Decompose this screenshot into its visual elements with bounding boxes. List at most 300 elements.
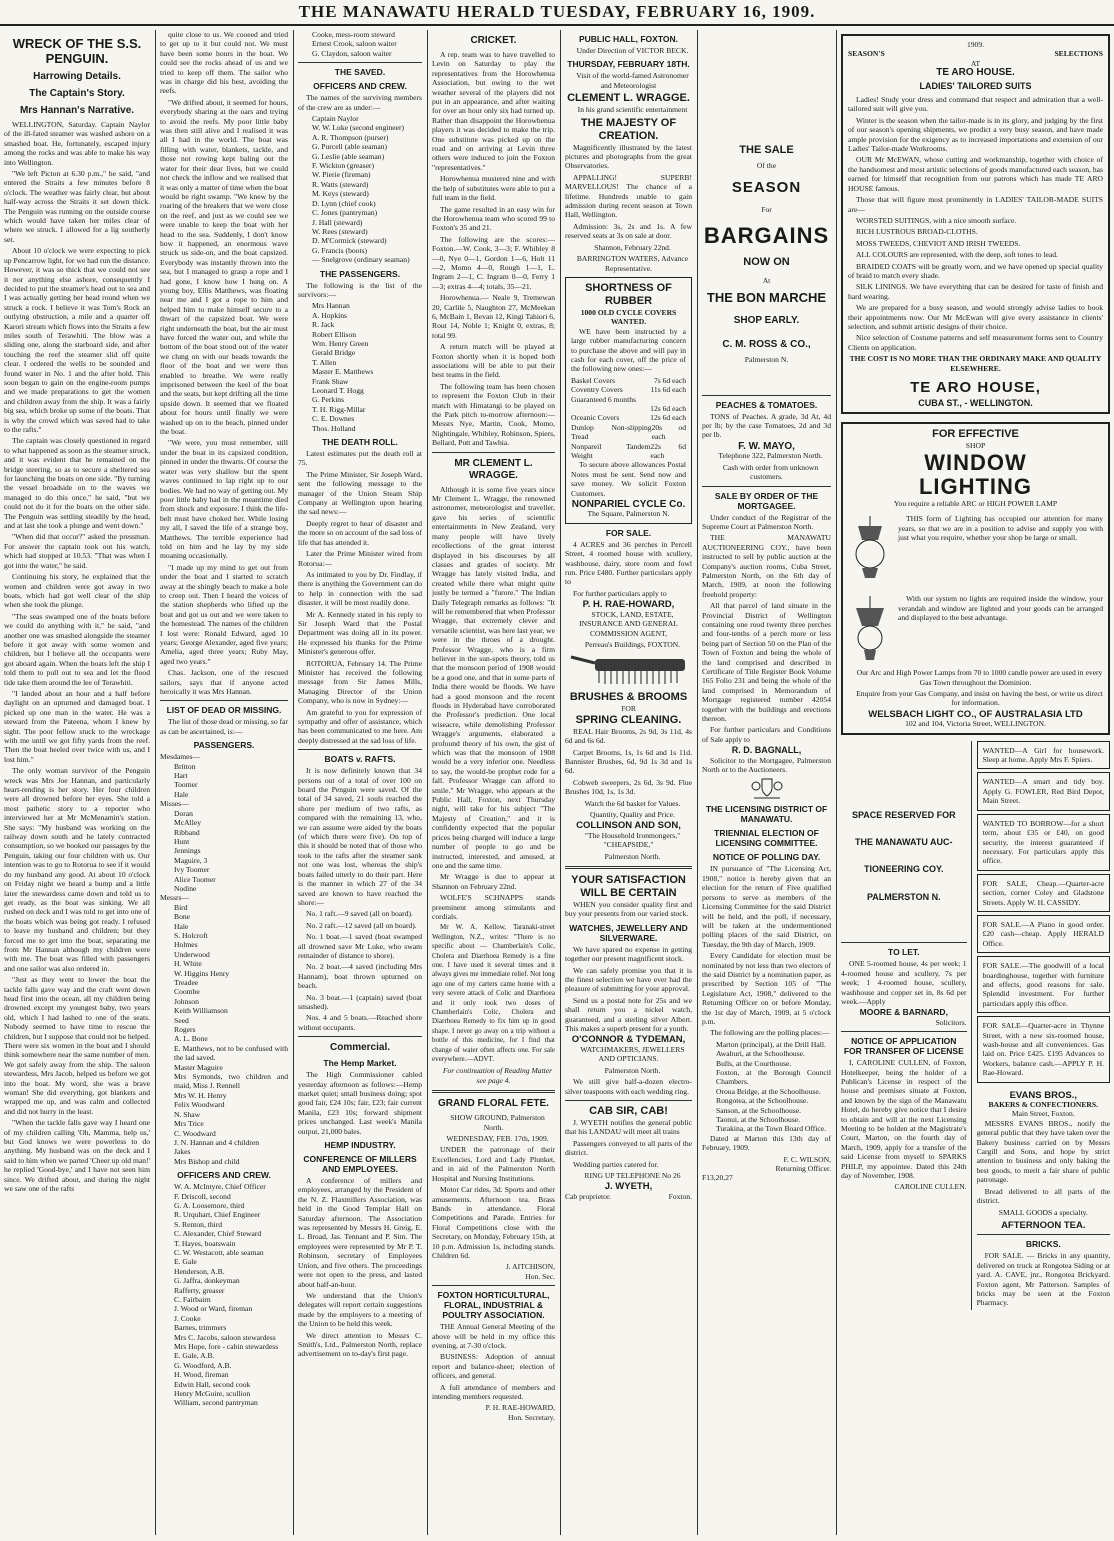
paragraph: Nice selection of Costume patterns and self measurement forms sent to Country Clients on application. [848, 333, 1103, 352]
list-item: Treadee [174, 978, 199, 987]
paragraph: RICH LUSTROUS BROAD-CLOTHS. [856, 227, 978, 237]
list-item: Jennings [174, 846, 201, 856]
divider [977, 1234, 1110, 1235]
list-item: W. Higgins Henry [174, 968, 230, 978]
list-item: G. Perkins [312, 395, 345, 405]
signature-title: Solicitors. [935, 1017, 967, 1027]
name-list [160, 809, 288, 894]
paragraph: About 10 o'clock we were expecting to pick up Pencarrow light, for we had run the distance. However, it was so thick that we could not see it nor anything else ashore, consequently I decided to put the steamer's head out to sea and I was actually getting her head round when we struck a rock. I believe it was Tom's Rock an outlying obstruction, a mile and a quarter off Karori stream which flows into the Straits a few miles south of Terawhiti. The blow was a sliding one, along the starboard side, and after touching the reef the steamer slid off quite clear. I ordered the wells to be sounded and found water in No. 1 and the after hold. This soon began to gain on the engine-room pumps and we made preparations to get the women and children away from the ship. It was a fairly big sea, which broke up some of the boats. That is why the crowd which was saved had to take to the rafts." [4, 246, 150, 434]
section-heading: NOTICE OF POLLING DAY. [712, 852, 821, 863]
paragraph: Continuing his story, he explained that the women and children were got away in two boats, which had got well clear of the ship when she took the plunge. [4, 572, 150, 610]
paragraph: Deeply regret to hear of disaster and the more so on account of the sad loss of life that has attended it. [298, 518, 422, 547]
right-subcolumn [972, 741, 1110, 1310]
te-aro-ad [841, 34, 1110, 414]
paragraph: "We drifted about, it seemed for hours, everybody sharing at the oars and trying to avoid the reefs. My poor little baby was then still alive and I realised it was all I had in the world. The boat was filling with water, blankets, tackle, and those not rowing kept baling out the water for their dear lives, but we could not check the inflow and we realised that it was only a matter of time when the boat would be right swamp. "We knew by the roaring of the breakers that we were close on the reef, and just as we could see we were unable to keep the boat with her head to the sea. Suddenly, I don't know how it happened, an enormous wave struck us side-on, and the boat capsized. Everybody was instantly thrown into the sea, but I managed to grasp a rope and I had gone, I know how I hung on. A young boy, Ellis Matthews, was floating near me and I got a rope to him and helped him to make himself secure to a thwart of the capsized boat. We were right underneath the boat, but the air must have forced the water out, and while the bottom of the boat stood out of the water we clung on with our heads towards the floor of the boat and we were thus enabled to breathe. We were really imprisoned between the keel of the boat and the seats, but kept drifting all the time upside down. It seemed that we floated about for hours until finally we were washed up on to the beach, pinned under the boat. [160, 97, 288, 437]
list-item: G. Leslie (able seaman) [312, 151, 385, 161]
sale-line: Of the [756, 161, 777, 171]
list-item: D. Lynn (chief cook) [312, 198, 376, 208]
list-item: Taonui, at the Schoolhouse. [716, 1115, 801, 1125]
classified-ad: FOR SALE.—A Piano in good order. £20 cash—cheap. Apply HERALD Office. [977, 915, 1110, 953]
column-rule [836, 30, 837, 1535]
ad-heading: SPRING CLEANING. [575, 713, 682, 726]
paragraph: "Just as they went to lower the boat the tackle falls gave way and the craft went down head first into the ocean, all my children being drowned except my youngest baby, two years old, which I had lashed to one of the seats. Nobody seemed to have time to rescue the children, but I suppose that could not be helped. There were six women in the boat and I should think somewhere near the same number of men. We got safely away from the ship. The saloon stewardess, Mrs Jacob, helped us before we got into the boat. My word, she was a brave woman! She did everything, got blankets and wrapped me up, and was calm and collected and did not hurry in the least. [4, 975, 150, 1116]
paragraph: The only woman survivor of the Penguin wreck was Mrs Joe Hannan, and particularly heart-rending is her story. Her four children were all drowned before her eyes. She told a most pathetic story to a reporter who interviewed her at Mr McMenamin's station. She says: "My husband was working on the railway down south and he lately contracted consumption, so we booked our passages by the Penguin, taking our four children with us. Our intention was to go to Rotorua to see if it would do my husband any good. At about 10 o'clock on Friday night we heard a bump and a little later the stewardess came down and told us to get ready, as the boat was sinking. We all rushed on deck and I was told to get into one of the boats which was being got ready. I refused to leave my husband and children; but they forced me to get into the boat, separating me from Mr Hannan although my children were with me. The boat was filled with passengers and one sailor was also ordered in. [4, 766, 150, 973]
paragraph: "We were, you must remember, still under the boat in its capsized condition, pinned in under the thwarts. Of course the water was very shallow but the spent waves continued to lap right up to our bodies. We had no way of getting out. My poor little baby had in the meantime died from shock and exposure. I think the life-belt must have choked her. While losing my all, I saved the life of a strange boy, Matthews. The terrible experience had told on him and he lay by my side moaning occasionally. [160, 438, 288, 561]
paragraph: UNDER the patronage of their Excellencies, Lord and Lady Plunket, and in aid of the Palmerston North Hospital and Nursing Institutions. [432, 1145, 555, 1183]
paragraph: WHEN you consider quality first and buy your presents from our varied stock. [565, 900, 692, 919]
classified-ad: FOR SALE, Cheap.—Quarter-acre section, corner Coley and Gladstone Streets. Apply W. H. CASSIDY. [977, 874, 1110, 912]
signature-title: Hon. Secretary. [508, 1412, 555, 1422]
column-rule [293, 30, 294, 1535]
section-heading: SALE BY ORDER OF THE MORTGAGEE. [714, 490, 819, 511]
list-item: Sanson, at the Schoolhouse. [716, 1105, 801, 1115]
list-item: C. Alexander, Chief Steward [174, 1229, 262, 1239]
divider [841, 942, 967, 943]
name-list [160, 903, 288, 1166]
list-item: Ivy Toomer [174, 865, 210, 875]
paragraph: For further particulars and Conditions of Sale apply to [702, 725, 831, 744]
paragraph: No. 2 raft.—12 saved (all on board). [306, 920, 417, 930]
paragraph: Ladies! Study your dress and command that respect and admiration that a well-tailored suit will give you. [848, 95, 1103, 114]
paragraph: With our system no lights are required inside the window, your verandah and window are lighted and your goods can be arranged and displayed to the best advantage. [898, 594, 1103, 623]
paragraph: We are prepared for a busy season, and would strongly advise ladies to book their appointments now. Our Mr McEwan will give every assistance in clients' selection, and submit artistic designs of their choice. [848, 303, 1103, 331]
sale-line: THE SALE [739, 144, 794, 156]
sale-line: NOW ON [743, 256, 790, 269]
paragraph: Palmerston North. [604, 851, 661, 861]
paragraph: Quantity, Quality and Price. [590, 809, 675, 819]
list-item: Hale [174, 921, 189, 931]
list-item: Mrs W. H. Henry [174, 1090, 227, 1100]
list-item: Wm. Henry Green [312, 338, 369, 348]
continuation-note: For continuation of Reading Matter see page 4. [442, 1066, 553, 1085]
paragraph: For further particulars apply to [573, 588, 667, 598]
paragraph: No. 1 raft.—9 saved (all on board). [306, 909, 413, 919]
list-item: Henderson, A.B. [174, 1266, 225, 1276]
paragraph: Shannon, February 22nd. [594, 242, 671, 252]
paragraph: Chas. Jackson, one of the rescued sailors, says that if anyone acted heroically it was Mrs Hannan. [160, 668, 288, 697]
list-item: T. Allen [312, 357, 337, 367]
classified-ad: FOR SALE—Quarter-acre in Thynne Street, with a new six-roomed house, wash-house and all conveniences. Gas laid on. Price £425. £195 Advances to Workers, balance cash.—APPLY P. H. Rae-Howard. [977, 1016, 1110, 1082]
store-address: CUBA ST., - WELLINGTON. [918, 398, 1033, 408]
ad-line: THE COST IS NO MORE THAN THE ORDINARY MAKE AND QUALITY ELSEWHERE. [849, 354, 1102, 373]
paragraph: Latest estimates put the death roll at 75. [298, 449, 422, 468]
list-item: T. H. Rigg-Millar [312, 404, 366, 414]
company-name: R. D. BAGNALL, [731, 745, 802, 756]
classified-ad: WANTED—A smart and tidy boy. Apply G. FOWLER, Red Bird Depot, Main Street. [977, 772, 1110, 810]
arc-lamp-icon [848, 516, 892, 586]
price-item: Dunlop Non-slipping Tread [571, 422, 652, 442]
paragraph: A return match will be played at Foxton shortly when it is hoped both associations will be able to put their best teams in the field. [432, 342, 555, 380]
list-item: Hart [174, 771, 188, 781]
list-item: Cooke, mess-room steward [312, 30, 395, 39]
name-list [298, 114, 422, 265]
company-name: NONPARIEL CYCLE Co. [571, 499, 686, 511]
sale-line: At [762, 275, 771, 285]
list-item: Oroua Bridge, at the Schoolhouse. [716, 1086, 821, 1096]
list-item: E. Gale [174, 1257, 197, 1267]
paragraph: We have spared no expense in getting together our present magnificent stock. [565, 944, 692, 964]
list-item: W. A. McIntyre, Chief Officer [174, 1182, 266, 1192]
price-row [571, 423, 686, 442]
paragraph: The game resulted in an easy win for the Horowhenua team who scored 99 to Foxton's 35 and 21. [432, 204, 555, 233]
list-item: Maguire, 3 [174, 855, 208, 865]
list-item: Robert Ellison [312, 329, 357, 339]
paragraph: The High Commissioner cabled yesterday afternoon as follows:—Hemp market quiet; small business doing; spot good fair, £24 10s; fair, £23; fair current Manila, £23 10s; forward shipment prices unchanged. Last week's Manila output, 21,000 bales. [298, 1070, 422, 1136]
paragraph: THE Annual General Meeting of the above will be held in my office this evening, at 7-30 o'clock. [432, 1322, 555, 1350]
paragraph: WELLINGTON, Saturday. Captain Naylor of the ill-fated steamer was washed ashore on a smashed boat. He, fortunately, escaped injury among the rocks and was able to make his way into Wellington. [4, 120, 150, 167]
list-item: D. M'Cormick (steward) [312, 236, 387, 246]
list-item: Hunt [174, 836, 190, 846]
list-item: Thos. Holland [312, 423, 356, 433]
list-item: Mrs C. Jacobs, saloon stewardess [174, 1332, 276, 1342]
paragraph: Our Arc and High Power Lamps from 70 to 1000 candle power are used in every Gas Town throughout the Dominion. [856, 668, 1103, 687]
paragraph: ROTORUA, February 14. The Prime Minister has received the following message from Sir James Mills, Managing Director of the Union Company, who is now in Sydney:— [298, 658, 422, 706]
divider [702, 395, 831, 396]
column-rule [155, 30, 156, 1535]
paragraph: A conference of millers and employees, arranged by the President of the N. Z. Flaxmillers Association, was held in the Good Templar Hall on Saturday afternoon. The Association was represented by Messrs H. Greig, E. L. Broad, Jas. Tennant and P. Sim. The employees were represented by Mr P. T. Robinson, secretary of Employees Union, and five others. The proceedings were not open to the press, and lasted about half-an-hour. [298, 1176, 422, 1289]
paragraph: ONE 5-roomed house, 4s per week; 1 4-roomed house and scullery, 7s per week; 1 4-roomed house, scullery, washhouse and copper set in, 8s 6d per week.—Apply [841, 959, 967, 1006]
high-power-lamp-icon [848, 596, 892, 666]
ad-line-row [848, 49, 1103, 58]
paragraph: "I landed about an hour and a half before daylight on an upturned and damaged boat. I picked up one man in the water. He was a steward from the Pateena, whom I knew by sight. The poor fellow stuck to the wreckage with me until we got fifty yards from the reef. Then the boat heeled over twice with us, and I lost him." [4, 688, 150, 764]
classified-ad: WANTED TO BORROW—for a short term, about £35 or £40, on good security, the interest guaranteed if necessary. For particulars apply this office. [977, 814, 1110, 871]
price-item: Coventry Covers [571, 385, 623, 395]
paragraph: Horowhenua mustered nine and with the help of substitutes were able to put a full team in the field. [432, 174, 555, 203]
list-item: J. Cooke [174, 1313, 201, 1323]
list-item: G. Claydon, saloon waiter [312, 48, 392, 58]
ad-line: AFTERNOON TEA. [1001, 1219, 1086, 1231]
reserved-line: TIONEERING COY. [864, 864, 944, 875]
list-item: Bird [174, 902, 188, 912]
section-heading: FOXTON HORTICULTURAL, FLORAL, INDUSTRIAL & POULTRY ASSOCIATION. [437, 1290, 550, 1321]
paragraph: In his grand scientific entertainment [577, 105, 688, 115]
signature: F. C. WILSON, [783, 1154, 831, 1164]
list-item: E. Matthews, not to be confused with the lad saved. [174, 1043, 288, 1063]
paragraph: The list of those dead or missing, so far as can be ascertained, is:— [160, 717, 288, 736]
paragraph: Perreau's Buildings, FOXTON. [584, 639, 681, 649]
column-7 [841, 30, 1110, 1535]
rubber-ad [565, 277, 692, 524]
ad-code: F13,20,27 [702, 1173, 733, 1183]
list-item: Britton [174, 761, 196, 771]
divider [298, 62, 422, 63]
list-item: G. Jaffra, donkeyman [174, 1276, 240, 1286]
list-item: Master Maguire [174, 1062, 223, 1072]
list-item: Hale [174, 789, 189, 799]
list-item: William, second pantryman [174, 1398, 258, 1408]
list-item: Barnes, trimmers [174, 1323, 227, 1333]
paragraph: Am grateful to you for expression of sympathy and offer of assistance, which has been communicated to me here. Am deeply distressed at the sad loss of life. [298, 707, 422, 745]
coat-of-arms-icon [750, 776, 784, 800]
ad-line: LIGHTING [918, 473, 1033, 499]
paragraph: ALL COLOURS are represented, with the deep, soft tones to lead. [856, 250, 1058, 260]
paragraph: Every Candidate for election must be nominated by not less than two electors of the said District by a nomination paper, as prescribed by Section 105 of "The Legislature Act, 1908," delivered to the Returning Officer on or before Monday, the 1st day of March, 1909, at 5 o'clock p.m. [702, 951, 831, 1026]
section-heading: MR CLEMENT L. WRAGGE. [454, 457, 533, 481]
paragraph: WOLFE'S SCHNAPPS stands preeminent among stimulants and cordials. [432, 893, 555, 921]
list-item: W. Rees (steward) [312, 226, 368, 236]
ad-line: WINDOW [924, 449, 1027, 475]
column-rule [697, 30, 698, 1535]
list-item: C. E. Downes [312, 414, 355, 424]
paragraph: The Prime Minister, Sir Joseph Ward, sent the following message to the manager of the Union Steam Ship Company at Wellington upon hearing the sad news:— [298, 469, 422, 517]
classified-ad: FOR SALE.—The goodwill of a local boardinghouse, together with furniture and effects, good reasons for sale. Splendid investment. For further particulars apply this office. [977, 956, 1110, 1013]
company-name: F. W. MAYO, [738, 440, 795, 452]
paragraph: IN pursuance of "The Licensing Act, 1908," notice is hereby given that an election for the return of Five qualified persons to serve as members of the Licensing Committee for the said District will be held, and the poll, if necessary, will be taken at the undermentioned polling places of the said District, on Tuesday, the 9th day of March, 1909. [702, 864, 831, 949]
section-heading: NOTICE OF APPLICATION FOR TRANSFER OF LICENSE [843, 1036, 964, 1057]
agent-name: P. H. RAE-HOWARD, [582, 599, 675, 611]
section-heading: BRICKS. [1025, 1239, 1061, 1250]
signature: CAROLINE CULLEN. [894, 1182, 967, 1192]
paragraph: "The Household Ironmongers," "CHEAPSIDE," [584, 830, 681, 850]
list-item: Frank Shaw [312, 376, 349, 386]
column-rule [427, 30, 428, 1535]
list-item: A. R. Thompson (purser) [312, 132, 389, 142]
ad-line: 1909. [966, 40, 985, 49]
paragraph: WEDNESDAY, FEB. 17th, 1909. [446, 1134, 549, 1144]
company-name: EVANS BROS., [1009, 1089, 1077, 1101]
polling-places [702, 1040, 831, 1134]
price-value: 22s 6d each [650, 441, 686, 460]
list-item: F. Wickton (greaser) [312, 161, 374, 171]
paragraph: BUSINESS: Adoption of annual report and balance-sheet; election of officers, and general. [432, 1352, 555, 1381]
sale-line: Palmerston N. [744, 355, 789, 365]
list-item: Master E. Matthews [312, 367, 374, 377]
price-value: 11s 6d each [650, 385, 686, 395]
ad-heading: SHORTNESS OF RUBBER [585, 281, 672, 307]
paragraph: The captain was closely questioned in regard to what happened as soon as the steamer struck, and it was evident that he remained on the bridge steering, so as to secure a sheltered sea for launching the boats on one side. "By turning the vessel broadside on to the waves we managed to do this once," he said, "but we could not do it for the boats on the other side. The Penguin was settling steadily by the head, and at last she took a plunge and went down." [4, 436, 150, 531]
list-item: C. Jones (pantryman) [312, 208, 378, 218]
divider [565, 866, 692, 869]
list-item: R. Watts (steward) [312, 179, 369, 189]
list-item: G. A. Loosemore, third [174, 1200, 245, 1210]
paragraph: "The seas swamped one of the boats before we could do anything with it," he said, "and another one was smashed alongside the steamer before it got away with some women and children, but I believe all the occupants were got aboard again. When the boats left the ship I told them to pull out to sea and let the flood tide take them around the lee of Terawhiti. [4, 611, 150, 687]
section-heading: THE SAVED. [334, 67, 386, 78]
paragraph: The names of the surviving members of the crew are as under:— [298, 93, 422, 112]
section-heading: WATCHES, JEWELLERY AND SILVERWARE. [569, 922, 688, 943]
list-item: Ernest Crook, saloon waiter [312, 39, 397, 49]
paragraph: The following are the scores:— Foxton.—W. Cook, 3—3; F. Whibley 8—0, Nye 0—1, Gordon 1—6, Holt 11—2, Momo 4—0, Rough 1—1, L. Ingram 2—1, C. Ingram 0—0, Ferry 1—3; extras 4—4; totals, 35—21. [432, 234, 555, 291]
ad-line: AT [970, 58, 981, 68]
list-item: W. W. Luke (second engineer) [312, 123, 405, 133]
paragraph: Mr Wragge is due to appear at Shannon on February 22nd. [432, 872, 555, 891]
price-item: Oceanic Covers [571, 413, 620, 423]
divider [565, 1100, 692, 1101]
store-name: THE BON MARCHE [706, 290, 827, 306]
ad-heading: CAB SIR, CAB! [589, 1104, 668, 1117]
company-name: O'CONNOR & TYDEMAN, [571, 1034, 686, 1046]
column-5 [565, 30, 692, 1535]
sale-line: For [761, 204, 772, 214]
section-heading: THE DEATH ROLL. [322, 437, 398, 448]
ad-line: SEASON'S [848, 49, 885, 59]
list-item: C. W. Westacott, able seaman [174, 1247, 264, 1257]
ad-line: SELECTIONS [1054, 49, 1103, 59]
fete-heading: GRAND FLORAL FETE. [438, 1098, 549, 1110]
list-item: Alice Toomer [174, 874, 216, 884]
sale-line: SHOP EARLY. [733, 315, 800, 327]
paragraph: Cobweb sweepers, 2s 6d, 3s 9d. Flue Brushes 10d, 1s, 1s 3d. [565, 777, 692, 797]
list-item: Seed [174, 1015, 189, 1025]
paragraph: Passengers conveyed to all parts of the district. [565, 1138, 692, 1158]
list-item: A. Hopkins [312, 310, 348, 320]
headline-wreck: WRECK OF THE S.S. PENGUIN. [12, 36, 142, 66]
list-item: Bulls, at the Courthouse. [716, 1058, 792, 1068]
company-name: C. M. ROSS & CO., [722, 338, 811, 350]
list-label: Mesdames— [160, 752, 201, 762]
list-item: Mrs Trice [174, 1119, 204, 1129]
ad-heading: YOUR SATISFACTION WILL BE CERTAIN [571, 874, 686, 899]
paragraph: All that parcel of land situate in the Provincial District of Wellington containing one rood twenty three perches and four-tenths of a perch more or less being part of Section 50 on the Plan of the Town of Foxton and being the whole of the land comprised and described in Certificate of Title Register Book Volume 165 Folio 231 and being the whole of the land comprised in Memorandum of Mortgage registered number 42054 together with the buildings and erections thereon. [702, 601, 831, 724]
list-item: W. Pierie (fireman) [312, 170, 371, 180]
paragraph: The following are the polling places:— [710, 1028, 830, 1038]
price-item: Guaranteed 6 months [571, 394, 636, 404]
ad-line: FOR EFFECTIVE [932, 428, 1019, 441]
company-name: J. WYETH, [604, 1181, 653, 1193]
divider [432, 452, 555, 453]
paragraph: I, CAROLINE CULLEN, of Foxton, Hotelkeeper, being the holder of a Publican's License in respect of the house and premises situate at Foxton, and known by the sign of the Manawatu Hotel, do hereby give notice that I desire to obtain and will at the next Licensing Meeting to be holden at the Magistrate's Court, Marton, on the fourth day of March, 1909, apply for a transfer of the said License from myself to SPARKS PHILP, my appointee. Dated this 24th day of November, 1908. [841, 1058, 967, 1180]
price-item: Baskel Covers [571, 375, 616, 385]
list-item: Johnson [174, 996, 199, 1006]
section-heading: Commercial. [329, 1042, 391, 1054]
price-value: 7s 6d each [653, 375, 686, 385]
list-item: Mrs Bishop and child [174, 1156, 240, 1166]
paragraph: Nos. 4 and 5 boats.—Reached shore without occupants. [298, 1013, 422, 1032]
sale-line: SEASON [731, 178, 802, 196]
list-item: McAlley [174, 818, 201, 828]
paragraph: Magnificently illustrated by the latest pictures and photographs from the great Observatories. [565, 142, 692, 171]
list-item: Mrs Hope, fore - cabin stewardess [174, 1342, 279, 1352]
company-address: 102 and 104, Victoria Street, WELLINGTON. [905, 719, 1046, 729]
column-rule [560, 30, 561, 1535]
section-heading: The Hemp Market. [323, 1058, 397, 1069]
section-heading: CONFERENCE OF MILLERS AND EMPLOYEES. [303, 1154, 417, 1175]
paragraph: "When did that occur?" asked the pressman. For answer the captain took out his watch, which had stopped at 10.53. "That was when I got into the water," he said. [4, 532, 150, 570]
list-item: Keith Williamson [174, 1006, 228, 1016]
subhead: Mrs Hannan's Narrative. [19, 105, 135, 116]
section-heading: PUBLIC HALL, FOXTON. [578, 34, 678, 44]
paragraph: Winter is the season when the tailor-made is in its glory, and judging by the first of our season's opening shipments, we predict a very busy season, and have made ample provision for the exigency as to increased importations and extension of our Ladies' Tailor-made Workrooms. [848, 115, 1103, 154]
paragraph: Send us a postal note for 25s and we shall return you a nickel watch, guaranteed, and a sterling silver Albert. This makes a superb present for a youth. [565, 995, 692, 1034]
list-item: Felix Woodward [174, 1100, 225, 1110]
list-item: Toomer [174, 780, 198, 790]
paragraph: Carpet Brooms, 1s, 1s 6d and 1s 11d. Bannister Brushes, 6d, 9d 1s 3d and 1s 6d. [565, 747, 692, 776]
section-heading: TRIENNIAL ELECTION OF LICENSING COMMITTEE. [714, 828, 819, 849]
paragraph: Motor Car rides, 3d. Sports and other amusements. Afternoon tea. Brass Bands in attendance. Floral Competitions and Parade. Entries for Floral Competitions close with the Secretary, on Monday, February 15th, at 10 p.m. Admission 1s, including stands. Children 6d. [432, 1185, 555, 1260]
paragraph: Although it is some five years since Mr Clement L. Wragge, the renowned astronomer, meteorologist and traveller, gave his series of scientific entertainments in New Zealand, very many people will have lively recollections of the great interest displayed in his discourses by all classes and grades of society. Mr Wragge has lately visited India, and created while there what might quite justly be termed a "furore." The Indian Daily Telegraph remarks as follows: "It will be remembered that when Professor Wragge, that extremely clever and versatile scientist, was here last year, we were in the throes of a drought. Professor Wragge, who is a firm believer in the sun-spots theory, told us that the monsoon period of 1908 would be a good one, and that in some parts of India there would be floods. We have had a good monsoon and the recent floods in Hyderabad have corroborated the Professor's prediction. One local wiseacre, while demolishing Professor Wragge's arguments, elaborated a profound theory of his own, the gist of which was that the monsoon of 1908 would be a very inferior one. Needless to say, the would-be prophet rode for a fall. Professor Wragge can afford to smile." Mr Wragge, who appears at the Public Hall, Foxton, next Thursday night, will take for his subject "The Majesty of Creation," and it is confidently expected that the popular prices being charged will induce a large number of people to go and be instructed, interested, and amused, at one and the same time. [432, 484, 555, 870]
price-list [571, 376, 686, 461]
divider [298, 1036, 422, 1037]
paragraph: WE have been instructed by a large rubber manufacturing concern to purchase the above and will pay in cash for each cover, off the price of the following new ones:— [571, 326, 686, 374]
list-item: R. Jack [312, 320, 335, 330]
paragraph: A full attendance of members and intending members requested. [432, 1382, 555, 1401]
paragraph: "We left Picton at 6.30 p.m.," he said, "and entered the Straits a few minutes before 8 o'clock. The weather was fairly clear, but about half-way across the Straits it set down thick. The Penguin was running on the outside course which would have taken her miles clear of where we struck. I allowed for a lig southerly set. [4, 169, 150, 244]
ad-line: SMALL GOODS a specialty. [998, 1207, 1088, 1217]
list-item: Foxton, at the Borough Council Chambers. [716, 1068, 831, 1087]
paragraph: "When the tackle falls gave way I heard one of my children calling 'Oh, Mamma, help us,' but God knows we were powerless to do anything. My husband was on the deck and I said to him when we parted 'Cheer up old man!' he replied 'Good-bye,' and I have not seen him since. We drifted about, and during the night we saw one of the rafts [4, 1118, 150, 1194]
paragraph: REAL Hair Brooms, 2s 9d, 3s 11d, 4s 6d and 6s 6d. [565, 726, 692, 746]
list-item: Rogers [174, 1025, 196, 1035]
list-item: Leonard T. Hogg [312, 386, 364, 395]
list-item: Holmes [174, 940, 198, 950]
signature-title: Returning Officer. [775, 1164, 831, 1174]
divider [160, 700, 288, 701]
paragraph: We direct attention to Messrs C. Smith's, Ltd., Palmerston North, replace advertisement on to-day's first page. [298, 1330, 422, 1359]
subhead: The Captain's Story. [29, 88, 125, 99]
list-label: Misses— [160, 799, 189, 809]
section-heading: OFFICERS AND CREW. [313, 81, 407, 92]
list-item: H. Wood, fireman [174, 1370, 229, 1380]
company-name: MOORE & BARNARD, [859, 1007, 948, 1018]
paragraph: Bread delivered to all parts of the district. [976, 1186, 1110, 1206]
column-4 [432, 30, 555, 1535]
section-heading: TO LET. [888, 947, 920, 958]
paragraph: BARRINGTON WATERS, Advance Representative. [576, 254, 689, 273]
list-item: Ribband [174, 827, 200, 837]
list-item: Gerald Bridge [312, 348, 356, 358]
price-value: 20s od each [651, 422, 686, 442]
address: The Square, Palmerston N. [587, 509, 670, 519]
paragraph: BRAIDED COATS will be greatly worn, and we have opened up special quality of braid to match every shade. [848, 261, 1103, 280]
list-item: Captain Naylor [312, 114, 359, 124]
paragraph: No. 1 boat.—1 saved (boat swamped all drowned save Mr Luke, who swam remainder of distance to shore). [298, 932, 422, 960]
signature-row [565, 1192, 692, 1201]
price-value: 12s 6d each [650, 413, 686, 423]
paragraph: OUR Mr McEWAN, whose cutting and workmanship, together with choice of the handsomest and most artistic selections of goods manufactured each season, has earned for himself that recognition from our patrons which has made TE ARO HOUSE famous. [848, 155, 1103, 193]
paragraph: TONS of Peaches. A grade, 3d At, 4d per lb; by the case Tomatoes, 2d and 3d per lb. [702, 411, 831, 440]
paragraph: WORSTED SUITINGS, with a nice smooth surface. [856, 215, 1017, 225]
section-heading: THURSDAY, FEBRUARY 18TH. [567, 59, 690, 70]
paragraph: It is now definitely known that 34 persons out of a total of over 100 on board the Penguin were saved. Of the total of 34 saved, 21 souls reached the shore per medium of two rafts, as compared with the remaining 13, who, we can assume were aided by the boats (of which there were five). On top of this it should be noted that of those who took to the rafts after the steamer sank not one was lost, whereas the ship's boats failed utterly to do their part. Here is the manner in which 27 of the 34 saved are known to have reached the shore:— [298, 766, 422, 907]
welsbach-ad [841, 422, 1110, 734]
paragraph: Dated at Marton this 13th day of February, 1909. [702, 1133, 831, 1153]
list-item: Henry McGuire, scullion [174, 1389, 251, 1399]
paragraph: Mr A. Kennedy stated in his reply to Sir Joseph Ward that the Postal Department was doing all in its power. He expressed his thanks for the Prime Minister's generous offer. [298, 609, 422, 657]
paragraph: APPALLING! SUPERB! MARVELLOUS! The chance of a lifetime. Hundreds unable to gain admission during recent season at Town Hall, Wellington. [565, 172, 692, 220]
list-item: C. Fairbairn [174, 1295, 211, 1304]
paragraph: Horowhenua.— Neale 9, Tremewan 20, Carlile 5, Naughton 27, McMeekan 6, McBain 1, Bevan 12, Kingi Tahiori 6, Rout 14, Noble 1; Knight 0, extras, 8; total 99. [432, 293, 555, 340]
bargains-heading: BARGAINS [703, 223, 830, 249]
list-item: M. Keys (steward) [312, 189, 369, 199]
list-item: Rafferty, greaser [174, 1285, 225, 1295]
list-item: J. Wood or Ward, fireman [174, 1304, 253, 1314]
paragraph: Admission: 3s, 2s and 1s. A few reserved seats at 3s on sale at door. [565, 221, 692, 241]
price-row [571, 404, 686, 413]
list-item: Awahuri, at the Schoolhouse. [716, 1049, 805, 1059]
section-heading: OFFICERS AND CREW. [177, 1170, 271, 1181]
section-heading: LIST OF DEAD OR MISSING. [166, 705, 282, 716]
paragraph: Palmerston North. [604, 1065, 661, 1075]
list-item: Nodine [174, 883, 197, 893]
paragraph: THIS form of Lighting has occupied our attention for many years, so that we are in a position to advise and supply you with just what you require, whether your shop be large or small. [898, 514, 1103, 543]
paragraph: Visit of the world-famed Astronomer and Meteorologist [576, 71, 689, 90]
subhead: Harrowing Details. [33, 71, 121, 82]
ad-subheading: 1000 OLD CYCLE COVERS WANTED. [580, 307, 677, 327]
section-heading: THE PASSENGERS. [319, 268, 401, 279]
list-item: Turakina, at the Town Board Office. [716, 1124, 827, 1134]
list-item: F. Driscoll, second [174, 1191, 231, 1201]
list-item: E. Gale, A.B. [174, 1351, 215, 1361]
paragraph: Later the Prime Minister wired from Rotorua:— [298, 549, 422, 568]
list-label: Messrs— [160, 893, 190, 903]
price-row [571, 395, 686, 404]
section-heading: THE LICENSING DISTRICT OF MANAWATU. [705, 804, 828, 825]
company-name: WELSBACH LIGHT CO., OF AUSTRALASIA LTD [868, 708, 1083, 720]
paragraph: THE MANAWATU AUCTIONEERING COY., have been instructed to sell by public auction at the Company's auction rooms, Cuba Street, Palmerston North, on the 6th day of March, 1909, at noon the following freehold property: [702, 533, 831, 599]
list-item: J. Hall (steward) [312, 217, 363, 227]
list-item: S. Holcroft [174, 930, 208, 940]
list-item: G. Woodford, A.B. [174, 1360, 232, 1370]
paragraph: We understand that the Union's delegates will report certain suggestions made by the employers to a meeting of the Union to be held this week. [298, 1290, 422, 1329]
